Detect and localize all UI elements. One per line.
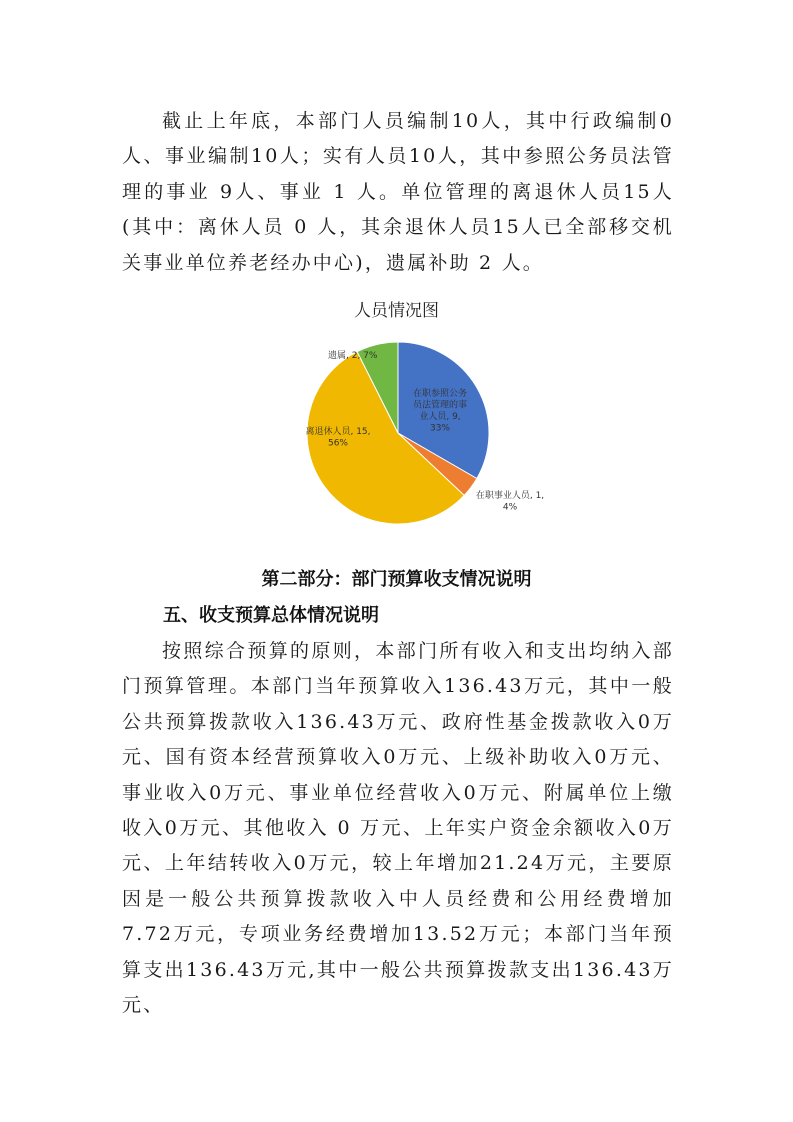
intro-paragraph: 截止上年底，本部门人员编制10人，其中行政编制0人、事业编制10人；实有人员10人，其中参照公务员法管理的事业 9人、事业 1 人。单位管理的离退休人员15人(其中：离休人员 0 人，其余退休人员15人已全部移交机关事业单位养老经办中心)，遗属补助 2 人。	[122, 110, 674, 274]
slice-label: 在职事业人员, 1, 4%	[475, 491, 545, 513]
body-paragraph: 按照综合预算的原则，本部门所有收入和支出均纳入部门预算管理。本部门当年预算收入136.43万元，其中一般公共预算拨款收入136.43万元、政府性基金拨款收入0万元、国有资本经营预算收入0万元、上级补助收入0万元、事业收入0万元、事业单位经营收入0万元、附属单位上缴收入0万元、其他收入 0 万元、上年实户资金余额收入0万元、上年结转收入0万元，较上年增加21.24万元，主要原因是一般公共预算拨款收入中人员经费和公用经费增加7.72万元，专项业务经费增加13.52万元；本部门当年预算支出136.43万元,其中一般公共预算拨款支出136.43万元、	[122, 640, 674, 1017]
chart-title: 人员情况图	[354, 301, 439, 321]
pie-chart	[290, 330, 545, 540]
section-title: 五、收支预算总体情况说明	[163, 605, 379, 626]
slice-label: 离退休人员, 15, 56%	[305, 427, 371, 449]
slice-label: 在职参照公务员法管理的事业人员, 9, 33%	[412, 389, 468, 434]
slice-label: 遗属, 2, 7%	[328, 351, 378, 361]
part-title: 第二部分：部门预算收支情况说明	[261, 569, 532, 590]
